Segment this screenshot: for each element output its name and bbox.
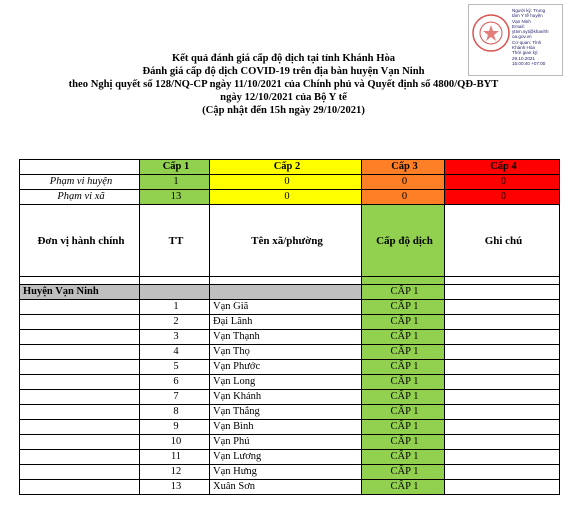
commune-name-cell: Vạn Giã [210,300,362,315]
summary-value-level-4: 0 [445,175,560,190]
level-header-row [20,160,560,175]
table-row [20,405,560,420]
notes-cell [445,360,560,375]
table-row [20,465,560,480]
title-line-1: Kết quả đánh giá cấp độ dịch tại tỉnh Khánh Hòa [171,53,396,64]
level-3-header: Cấp 3 [362,160,445,175]
level-cell: CẤP 1 [362,480,445,495]
official-seal-icon [471,13,511,53]
level-cell: CẤP 1 [362,345,445,360]
summary-value-level-2: 0 [210,175,362,190]
admin-unit-cell [20,390,140,405]
signature-line: Người ký: Trung [512,8,546,13]
tt-cell: 2 [140,315,210,330]
summary-label: Phạm vi huyện [20,175,140,190]
level-cell: CẤP 1 [362,330,445,345]
signature-line: oa.gov.vn [512,34,532,40]
admin-unit-cell [20,435,140,450]
signature-line: tâm Y tế huyện [512,13,543,19]
summary-value-level-2: 0 [210,190,362,205]
admin-unit-cell [20,405,140,420]
level-cell: CẤP 1 [362,450,445,465]
summary-row-district [20,175,560,190]
level-cell: CẤP 1 [362,420,445,435]
admin-unit-cell [20,465,140,480]
admin-unit-cell [20,375,140,390]
level-cell: CẤP 1 [362,315,445,330]
admin-unit-cell [20,330,140,345]
commune-rows [20,300,560,495]
header-tt: TT [140,205,210,277]
level-cell: CẤP 1 [362,435,445,450]
table-row [20,480,560,495]
summary-row-commune [20,190,560,205]
district-commune [210,285,362,300]
commune-name-cell: Xuân Sơn [210,480,362,495]
signature-line: Cơ quan: Tỉnh [512,39,542,45]
tt-cell: 10 [140,435,210,450]
commune-name-cell: Vạn Phú [210,435,362,450]
tt-cell: 8 [140,405,210,420]
tt-cell: 4 [140,345,210,360]
commune-name-cell: Vạn Long [210,375,362,390]
notes-cell [445,345,560,360]
table-row [20,315,560,330]
level-4-header: Cấp 4 [445,160,560,175]
summary-value-level-1: 13 [140,190,210,205]
tt-cell: 9 [140,420,210,435]
level-cell: CẤP 1 [362,390,445,405]
table-row [20,435,560,450]
signature-line: Vạn Ninh [512,18,531,24]
commune-name-cell: Vạn Thắng [210,405,362,420]
admin-unit-cell [20,300,140,315]
signature-line: yttvn.syt@khanhh [512,29,549,35]
tt-cell: 13 [140,480,210,495]
level-cell: CẤP 1 [362,405,445,420]
table-row [20,450,560,465]
spacer-row [20,277,560,285]
admin-unit-cell [20,315,140,330]
summary-value-level-3: 0 [362,190,445,205]
title-line-2: Đánh giá cấp độ dịch COVID-19 trên địa bàn huyện Vạn Ninh [142,66,425,77]
notes-cell [445,375,560,390]
district-row [20,285,560,300]
commune-name-cell: Vạn Thạnh [210,330,362,345]
title-line-5: (Cập nhật đến 15h ngày 29/10/2021) [202,105,365,116]
title-line-3: theo Nghị quyết số 128/NQ-CP ngày 11/10/2021 của Chính phủ và Quyết định số 4800/QĐ-BYT [68,79,499,90]
level-cell: CẤP 1 [362,360,445,375]
table-row [20,300,560,315]
district-notes [445,285,560,300]
signature-line: 29.10.2021 [512,55,535,61]
tt-cell: 11 [140,450,210,465]
table-row [20,330,560,345]
tt-cell: 12 [140,465,210,480]
admin-unit-cell [20,345,140,360]
notes-cell [445,390,560,405]
tt-cell: 7 [140,390,210,405]
signature-line: Khánh Hòa [512,45,535,51]
district-level: CẤP 1 [362,285,445,300]
report-title [0,52,567,117]
title-line-4: ngày 12/10/2021 của Bộ Y tế [220,92,347,103]
tt-cell: 1 [140,300,210,315]
notes-cell [445,300,560,315]
table-row [20,375,560,390]
district-tt [140,285,210,300]
header-commune-name: Tên xã/phường [210,205,362,277]
notes-cell [445,420,560,435]
column-header-row [20,205,560,277]
signature-line: Email: [512,23,525,29]
table-row [20,360,560,375]
header-epidemic-level: Cấp độ dịch [362,205,445,277]
admin-unit-cell [20,360,140,375]
table-row [20,420,560,435]
admin-unit-cell [20,450,140,465]
header-notes: Ghi chú [445,205,560,277]
notes-cell [445,315,560,330]
signature-line: Thời gian ký: [512,50,539,56]
commune-name-cell: Vạn Hưng [210,465,362,480]
empty-cell [20,160,140,175]
header-admin-unit: Đơn vị hành chính [20,205,140,277]
notes-cell [445,330,560,345]
commune-name-cell: Vạn Bình [210,420,362,435]
commune-name-cell: Vạn Lương [210,450,362,465]
tt-cell: 5 [140,360,210,375]
notes-cell [445,465,560,480]
commune-name-cell: Đại Lãnh [210,315,362,330]
level-2-header: Cấp 2 [210,160,362,175]
signature-line: 15:00:40 +07:00 [512,60,546,66]
notes-cell [445,480,560,495]
admin-unit-cell [20,420,140,435]
summary-value-level-4: 0 [445,190,560,205]
tt-cell: 6 [140,375,210,390]
summary-value-level-3: 0 [362,175,445,190]
notes-cell [445,450,560,465]
district-name: Huyện Vạn Ninh [20,285,140,300]
admin-unit-cell [20,480,140,495]
tt-cell: 3 [140,330,210,345]
summary-value-level-1: 1 [140,175,210,190]
level-cell: CẤP 1 [362,465,445,480]
commune-name-cell: Vạn Khánh [210,390,362,405]
commune-name-cell: Vạn Thọ [210,345,362,360]
table-row [20,390,560,405]
commune-name-cell: Vạn Phước [210,360,362,375]
level-cell: CẤP 1 [362,300,445,315]
table-row [20,345,560,360]
summary-label: Phạm vi xã [20,190,140,205]
notes-cell [445,435,560,450]
level-cell: CẤP 1 [362,375,445,390]
notes-cell [445,405,560,420]
epidemic-level-table [19,159,560,495]
level-1-header: Cấp 1 [140,160,210,175]
